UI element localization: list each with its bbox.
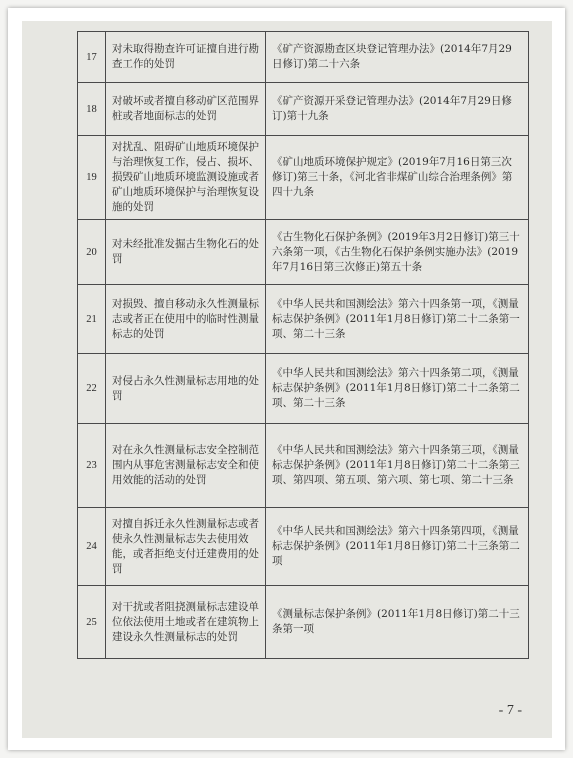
row-number: 19 [78,136,106,220]
row-number: 24 [78,508,106,586]
table-row [78,285,529,354]
violation-cell: 对扰乱、阻碍矿山地质环境保护与治理恢复工作，侵占、损坏、损毁矿山地质环境监测设施或者矿山地质环境保护与治理恢复设施的处罚 [106,136,266,220]
table-row [78,424,529,508]
violation-cell: 对破坏或者擅自移动矿区范围界桩或者地面标志的处罚 [106,83,266,136]
document-page [22,21,552,738]
legal-basis-cell: 《中华人民共和国测绘法》第六十四条第一项，《测量标志保护条例》(2011年1月8日修订)第二十二条第一项、第二十三条 [266,285,529,354]
legal-basis-cell: 《中华人民共和国测绘法》第六十四条第四项，《测量标志保护条例》(2011年1月8日修订)第二十三条第二项 [266,508,529,586]
legal-basis-cell: 《测量标志保护条例》(2011年1月8日修订)第二十三条第一项 [266,586,529,659]
violation-cell: 对损毁、擅自移动永久性测量标志或者正在使用中的临时性测量标志的处罚 [106,285,266,354]
table-row [78,508,529,586]
row-number: 17 [78,32,106,83]
violation-cell: 对擅自拆迁永久性测量标志或者使永久性测量标志失去使用效能，或者拒绝支付迁建费用的处罚 [106,508,266,586]
page-number: - 7 - [498,703,522,718]
table-row [78,354,529,424]
legal-basis-cell: 《矿产资源开采登记管理办法》(2014年7月29日修订)第十九条 [266,83,529,136]
legal-basis-cell: 《矿产资源勘查区块登记管理办法》(2014年7月29日修订)第二十六条 [266,32,529,83]
table-row [78,220,529,285]
row-number: 18 [78,83,106,136]
photo-frame [8,8,565,750]
legal-basis-cell: 《中华人民共和国测绘法》第六十四条第三项，《测量标志保护条例》(2011年1月8日修订)第二十二条第三项、第四项、第五项、第六项、第七项、第二十三条 [266,424,529,508]
violation-cell: 对未经批准发掘古生物化石的处罚 [106,220,266,285]
legal-basis-cell: 《矿山地质环境保护规定》(2019年7月16日第三次修订)第三十条，《河北省非煤矿山综合治理条例》第四十九条 [266,136,529,220]
row-number: 20 [78,220,106,285]
row-number: 23 [78,424,106,508]
row-number: 25 [78,586,106,659]
table-row [78,586,529,659]
row-number: 22 [78,354,106,424]
penalty-table [77,31,529,659]
violation-cell: 对未取得勘查许可证擅自进行勘查工作的处罚 [106,32,266,83]
legal-basis-cell: 《古生物化石保护条例》(2019年3月2日修订)第三十六条第一项，《古生物化石保护条例实施办法》(2019年7月16日第三次修正)第五十条 [266,220,529,285]
table-row [78,136,529,220]
row-number: 21 [78,285,106,354]
violation-cell: 对侵占永久性测量标志用地的处罚 [106,354,266,424]
table-row [78,83,529,136]
violation-cell: 对干扰或者阻挠测量标志建设单位依法使用土地或者在建筑物上建设永久性测量标志的处罚 [106,586,266,659]
table-row [78,32,529,83]
legal-basis-cell: 《中华人民共和国测绘法》第六十四条第二项，《测量标志保护条例》(2011年1月8日修订)第二十二条第二项、第二十三条 [266,354,529,424]
violation-cell: 对在永久性测量标志安全控制范围内从事危害测量标志安全和使用效能的活动的处罚 [106,424,266,508]
